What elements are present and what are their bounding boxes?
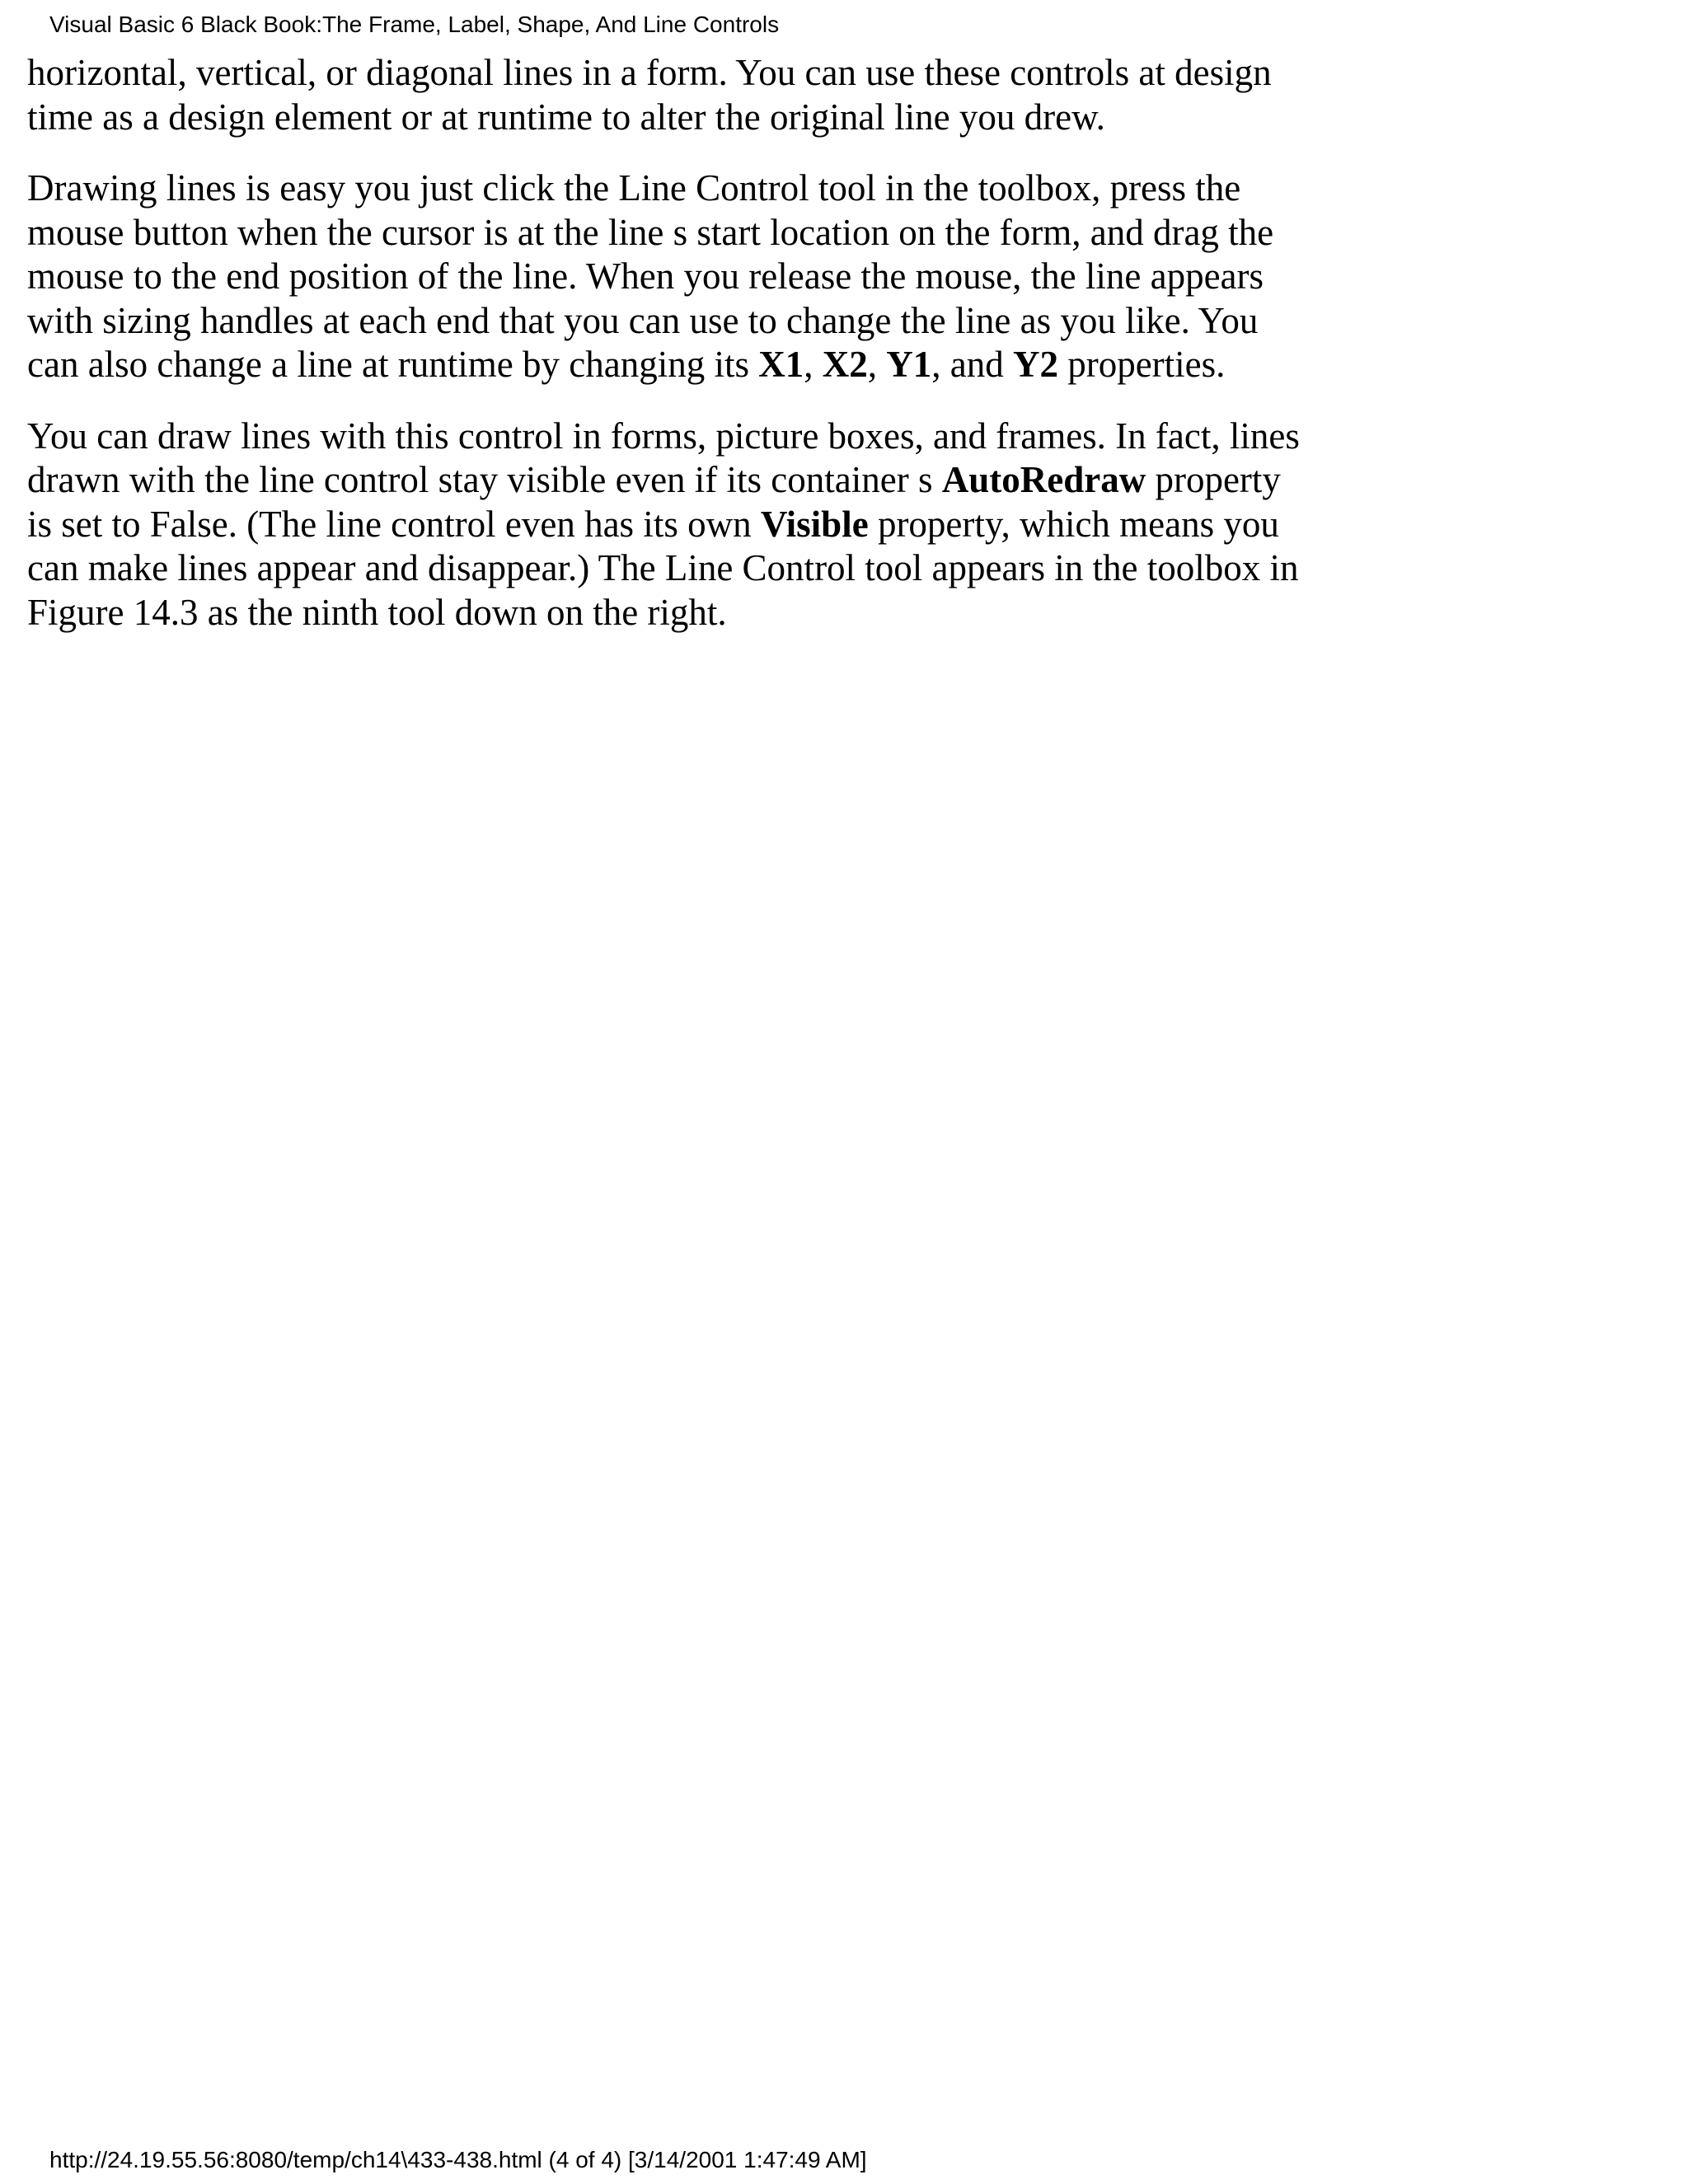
- text-line: Drawing lines is easy you just click the Line Control tool in the toolbox, press the: [27, 167, 1241, 209]
- property-name-y2: Y2: [1012, 344, 1058, 385]
- page-header: Visual Basic 6 Black Book:The Frame, Label, Shape, And Line Controls: [49, 12, 780, 37]
- text-segment: property: [1146, 459, 1281, 500]
- text-segment: can also change a line at runtime by changing its: [27, 344, 759, 385]
- text-line: with sizing handles at each end that you can use to change the line as you like. You: [27, 299, 1259, 341]
- text-line: time as a design element or at runtime to alter the original line you drew.: [27, 96, 1105, 138]
- text-line: [27, 503, 1387, 547]
- article-body: [27, 51, 1387, 662]
- text-segment: properties.: [1057, 344, 1226, 385]
- text-segment: ,: [867, 344, 887, 385]
- text-line: horizontal, vertical, or diagonal lines in a form. You can use these controls at design: [27, 52, 1272, 93]
- paragraph-3: [27, 415, 1387, 635]
- property-name-x1: X1: [758, 344, 804, 385]
- text-segment: property, which means you: [868, 503, 1279, 545]
- text-segment: ,: [804, 344, 823, 385]
- paragraph-1: [27, 51, 1387, 139]
- property-name-autoredraw: AutoRedraw: [941, 459, 1146, 500]
- text-line: [27, 343, 1387, 387]
- text-line: can make lines appear and disappear.) The Line Control tool appears in the toolbox in: [27, 547, 1299, 588]
- paragraph-2: [27, 166, 1387, 387]
- text-line: mouse button when the cursor is at the line s start location on the form, and drag the: [27, 211, 1274, 253]
- property-name-y1: Y1: [886, 344, 932, 385]
- text-line: You can draw lines with this control in forms, picture boxes, and frames. In fact, lines: [27, 415, 1300, 457]
- text-segment: , and: [931, 344, 1013, 385]
- text-line: [27, 458, 1387, 503]
- text-line: Figure 14.3 as the ninth tool down on the right.: [27, 591, 727, 633]
- text-segment: drawn with the line control stay visible even if its container s: [27, 459, 942, 500]
- property-name-visible: Visible: [760, 503, 869, 545]
- text-line: mouse to the end position of the line. When you release the mouse, the line appears: [27, 255, 1264, 297]
- text-segment: is set to False. (The line control even has its own: [27, 503, 761, 545]
- page-footer-url: http://24.19.55.56:8080/temp/ch14\433-438.html (4 of 4) [3/14/2001 1:47:49 AM]: [49, 2147, 867, 2172]
- property-name-x2: X2: [822, 344, 868, 385]
